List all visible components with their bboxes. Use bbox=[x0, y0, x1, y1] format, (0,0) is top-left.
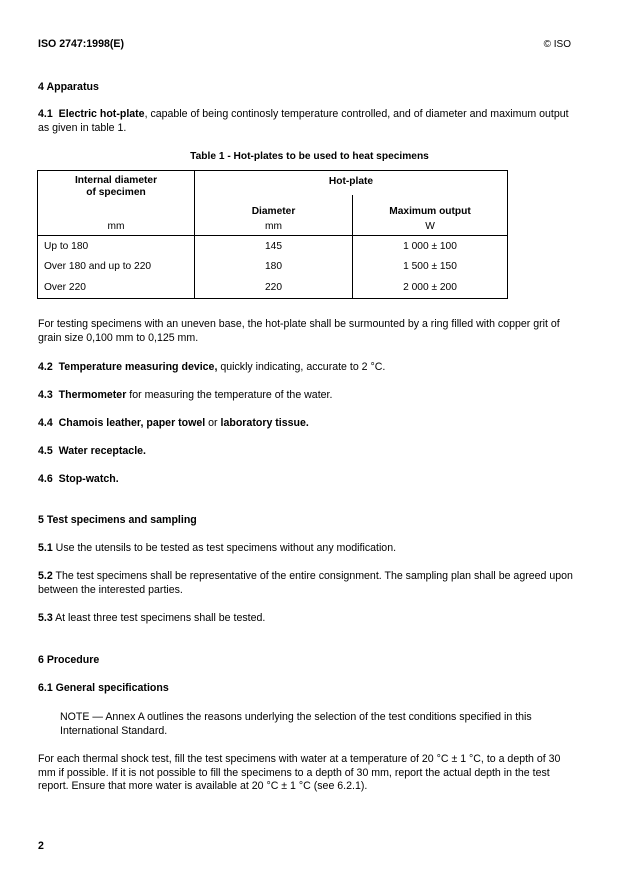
clause-4-3 bbox=[38, 389, 578, 403]
table-row bbox=[38, 257, 508, 278]
clause-5-1 bbox=[38, 542, 578, 556]
clause-4-6 bbox=[38, 473, 578, 487]
unit-mm-1: mm bbox=[38, 219, 195, 236]
clause-4-1-text: , capable of being continosly temperature controlled, and of diameter and maximum output as given in table 1. bbox=[38, 108, 569, 134]
clause-4-1-number: 4.1 bbox=[38, 108, 53, 120]
clause-5-2-number: 5.2 bbox=[38, 570, 53, 582]
clause-5-3-number: 5.3 bbox=[38, 612, 53, 624]
copyright-mark: © ISO bbox=[543, 39, 571, 50]
cell-diameter: 180 bbox=[195, 257, 353, 278]
clause-4-2 bbox=[38, 361, 578, 375]
group-hot-plate-header: Hot-plate bbox=[195, 171, 508, 195]
unit-mm-2: mm bbox=[195, 219, 353, 236]
clause-4-4 bbox=[38, 417, 578, 431]
clause-4-4-connector: or bbox=[205, 417, 221, 429]
cell-output: 1 000 ± 100 bbox=[353, 236, 508, 257]
col-diameter-header: Diameter bbox=[195, 195, 353, 219]
hot-plate-table bbox=[37, 170, 508, 299]
clause-4-3-text: for measuring the temperature of the water. bbox=[126, 389, 333, 401]
page-number: 2 bbox=[38, 840, 44, 852]
section-4-heading: 4 Apparatus bbox=[38, 81, 99, 93]
clause-4-2-number: 4.2 bbox=[38, 361, 53, 373]
clause-4-5-title: Water receptacle. bbox=[58, 445, 146, 457]
after-table-paragraph: For testing specimens with an uneven base, the hot-plate shall be surmounted by a ring filled with copper grit of grain size 0,100 mm to 0,125 mm. bbox=[38, 318, 560, 344]
clause-4-4-title-1: Chamois leather, paper towel bbox=[58, 417, 206, 429]
cell-output: 2 000 ± 200 bbox=[353, 278, 508, 299]
clause-5-2 bbox=[38, 570, 578, 597]
clause-4-3-number: 4.3 bbox=[38, 389, 53, 401]
cell-diameter: 145 bbox=[195, 236, 353, 257]
clause-4-6-title: Stop-watch. bbox=[58, 473, 119, 485]
clause-5-2-text: The test specimens shall be representative of the entire consignment. The sampling plan shall be agreed upon between the interested parties. bbox=[38, 570, 573, 596]
procedure-paragraph: For each thermal shock test, fill the test specimens with water at a temperature of 20 °C ± 1 °C, to a depth of 30 mm if possible. If it is not possible to fill the specimens to a depth of 30 mm, report the actual depth in the test report. Ensure that more water is available at 20 °C ± 1 °C (see 6.2.1). bbox=[38, 753, 561, 792]
clause-4-6-number: 4.6 bbox=[38, 473, 53, 485]
cell-diameter-range: Over 180 and up to 220 bbox=[44, 261, 152, 273]
clause-5-3 bbox=[38, 612, 578, 626]
cell-diameter: 220 bbox=[195, 278, 353, 299]
clause-4-5-number: 4.5 bbox=[38, 445, 53, 457]
clause-4-3-title: Thermometer bbox=[58, 389, 127, 401]
clause-4-5 bbox=[38, 445, 578, 459]
cell-diameter-range: Up to 180 bbox=[44, 240, 89, 252]
col1-head-line1: Internal diameter bbox=[74, 175, 158, 186]
clause-5-3-text: At least three test specimens shall be tested. bbox=[52, 612, 266, 624]
document-id: ISO 2747:1998(E) bbox=[38, 38, 124, 50]
subsection-6-1-heading: 6.1 General specifications bbox=[38, 682, 169, 694]
section-5-heading: 5 Test specimens and sampling bbox=[38, 514, 197, 526]
col-internal-diameter-header bbox=[38, 171, 195, 219]
table-caption: Table 1 - Hot-plates to be used to heat specimens bbox=[190, 151, 429, 162]
clause-5-1-number: 5.1 bbox=[38, 542, 53, 554]
col1-head-line2: of specimen bbox=[86, 187, 146, 198]
clause-4-2-title: Temperature measuring device, bbox=[58, 361, 218, 373]
clause-4-4-title-2: laboratory tissue. bbox=[220, 417, 309, 429]
section-6-heading: 6 Procedure bbox=[38, 654, 100, 666]
table-row bbox=[38, 236, 508, 257]
note-annex-a: NOTE — Annex A outlines the reasons underlying the selection of the test conditions specified in this International Standard. bbox=[60, 711, 532, 737]
cell-output: 1 500 ± 150 bbox=[353, 257, 508, 278]
clause-4-2-text: quickly indicating, accurate to 2 °C. bbox=[217, 361, 386, 373]
clause-4-1-title: Electric hot-plate bbox=[58, 108, 145, 120]
clause-4-4-number: 4.4 bbox=[38, 417, 53, 429]
col-max-output-header: Maximum output bbox=[353, 195, 508, 219]
clause-5-1-text: Use the utensils to be tested as test specimens without any modification. bbox=[52, 542, 397, 554]
clause-4-1 bbox=[38, 108, 578, 135]
unit-w: W bbox=[353, 219, 508, 236]
cell-diameter-range: Over 220 bbox=[44, 282, 86, 293]
table-row bbox=[38, 278, 508, 299]
